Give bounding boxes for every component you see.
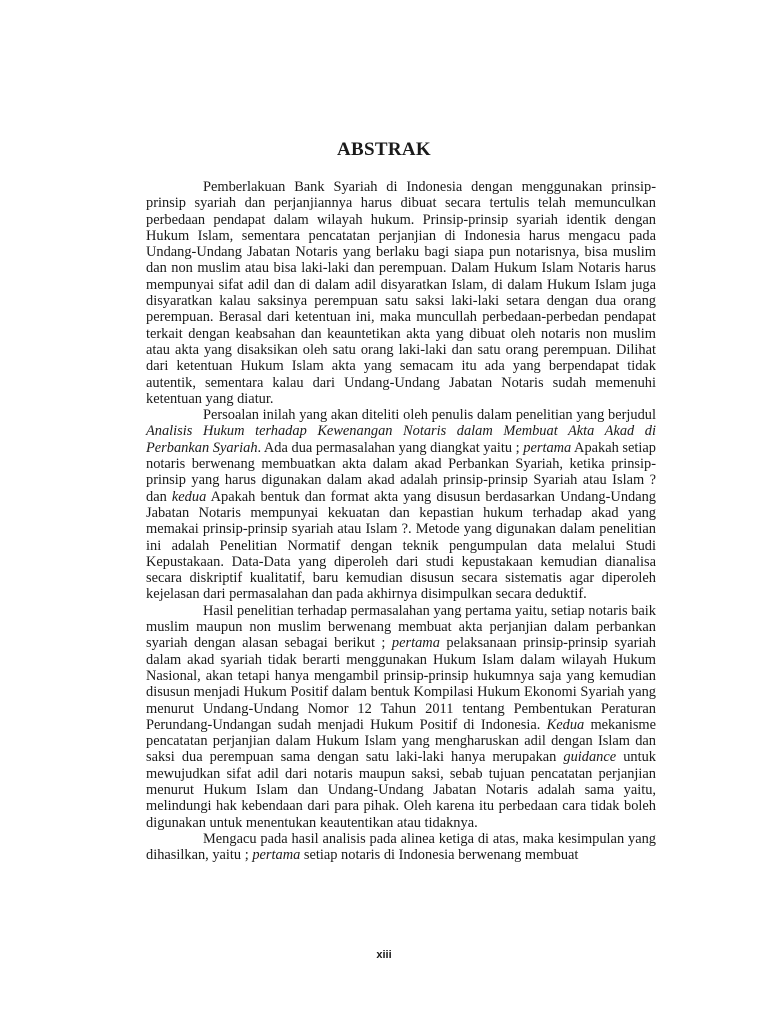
- abstract-title: ABSTRAK: [337, 139, 431, 160]
- italic-run: pertama: [391, 635, 440, 652]
- paragraph-3: [146, 603, 656, 831]
- italic-run: guidance: [563, 749, 617, 766]
- text-run: setiap notaris di Indonesia berwenang membuat: [300, 847, 579, 864]
- text-run: untuk mewujudkan sifat adil dari notaris maupun saksi, sebab tujuan pencatatan perjanjian menurut Hukum Islam dan Undang-Undang Jabatan Notaris adalah sama yaitu, melindungi hak kebendaan dari para pihak. Oleh karena itu perbedaan cara tidak boleh digunakan untuk menentukan keautentikan atau tidaknya.: [146, 749, 656, 831]
- text-run: Apakah setiap notaris berwenang membuatkan akta dalam akad Perbankan Syariah, ketika prinsip-prinsip yang harus digunakan dalam akad adalah prinsip-prinsip Syariah atau Islam ? dan: [146, 439, 656, 505]
- italic-run: Kedua: [546, 716, 585, 733]
- text-run: Persoalan inilah yang akan diteliti oleh penulis dalam penelitian yang berjudul: [203, 407, 656, 424]
- abstract-body: [146, 179, 656, 863]
- paragraph-2: [146, 407, 656, 603]
- italic-run: pertama: [252, 847, 301, 864]
- text-run: Apakah bentuk dan format akta yang disusun berdasarkan Undang-Undang Jabatan Notaris mempunyai kekuatan dan kepastian hukum terhadap akad yang memakai prinsip-prinsip syariah atau Islam ?. Metode yang digunakan dalam penelitian ini adalah Penelitian Normatif dengan teknik pengumpulan data melalui Studi Kepustakaan. Data-Data yang diperoleh dari studi kepustakaan kemudian dianalisa secara diskriptif kualitatif, baru kemudian disusun secara sistematis agar diperoleh kejelasan dari permasalahan dan pada akhirnya disimpulkan secara deduktif.: [146, 488, 656, 603]
- italic-run: pertama: [523, 439, 572, 456]
- paragraph-1: [146, 179, 656, 407]
- page-number: xiii: [376, 949, 392, 961]
- text-run: Mengacu pada hasil analisis pada alinea ketiga di atas, maka kesimpulan yang dihasilkan, yaitu ;: [146, 830, 656, 864]
- text-run: pelaksanaan prinsip-prinsip syariah dalam akad syariah tidak berarti menggunakan Hukum Islam dalam wilayah Hukum Nasional, akan tetapi hanya mengambil prinsip-prinsip hukumnya saja yang kemudian disusun menjadi Hukum Positif dalam bentuk Kompilasi Hukum Ekonomi Syariah yang menurut Undang-Undang Nomor 12 Tahun 2011 tentang Pembentukan Peraturan Perundang-Undangan sudah menjadi Hukum Positif di Indonesia.: [146, 635, 656, 733]
- text-run: mekanisme pencatatan perjanjian dalam Hukum Islam yang mengharuskan adil dengan Islam dan saksi dua perempuan sama dengan satu laki-laki hanya merupakan: [146, 716, 657, 766]
- text-run: Hasil penelitian terhadap permasalahan yang pertama yaitu, setiap notaris baik muslim maupun non muslim berwenang membuat akta perjanjian dalam perbankan syariah dengan alasan sebagai berikut ;: [146, 602, 656, 652]
- italic-run: kedua: [171, 488, 207, 505]
- text-run: . Ada dua permasalahan yang diangkat yaitu ;: [257, 439, 524, 456]
- text-run: Pemberlakuan Bank Syariah di Indonesia dengan menggunakan prinsip-prinsip syariah dan perjanjiannya harus dibuat secara tertulis telah memunculkan perbedaan pendapat dalam wilayah hukum. Prinsip-prinsip syariah identik dengan Hukum Islam, sementara pencatatan perjanjian di Indonesia harus mengacu pada Undang-Undang Jabatan Notaris yang berlaku bagi siapa pun notarisnya, bisa muslim dan non muslim atau bisa laki-laki dan perempuan. Dalam Hukum Islam Notaris harus mempunyai sifat adil dan di dalam adil disyaratkan Islam, di dalam Hukum Islam juga disyaratkan kalau saksinya perempuan satu saksi laki-laki setara dengan dua orang perempuan. Berasal dari ketentuan ini, maka muncullah perbedaan-perbedan pendapat terkait dengan keabsahan dan keauntetikan akta yang dibuat oleh notaris non muslim atau akta yang disaksikan oleh satu orang laki-laki dan satu orang perempuan. Dilihat dari ketentuan Hukum Islam akta yang semacam itu ada yang berpendapat tidak autentik, sementara kalau dari Undang-Undang Jabatan Notaris sudah memenuhi ketentuan yang diatur.: [146, 179, 656, 407]
- italic-run: Analisis Hukum terhadap Kewenangan Notaris dalam Membuat Akta Akad di Perbankan Syariah: [146, 423, 656, 456]
- paragraph-4: [146, 831, 656, 864]
